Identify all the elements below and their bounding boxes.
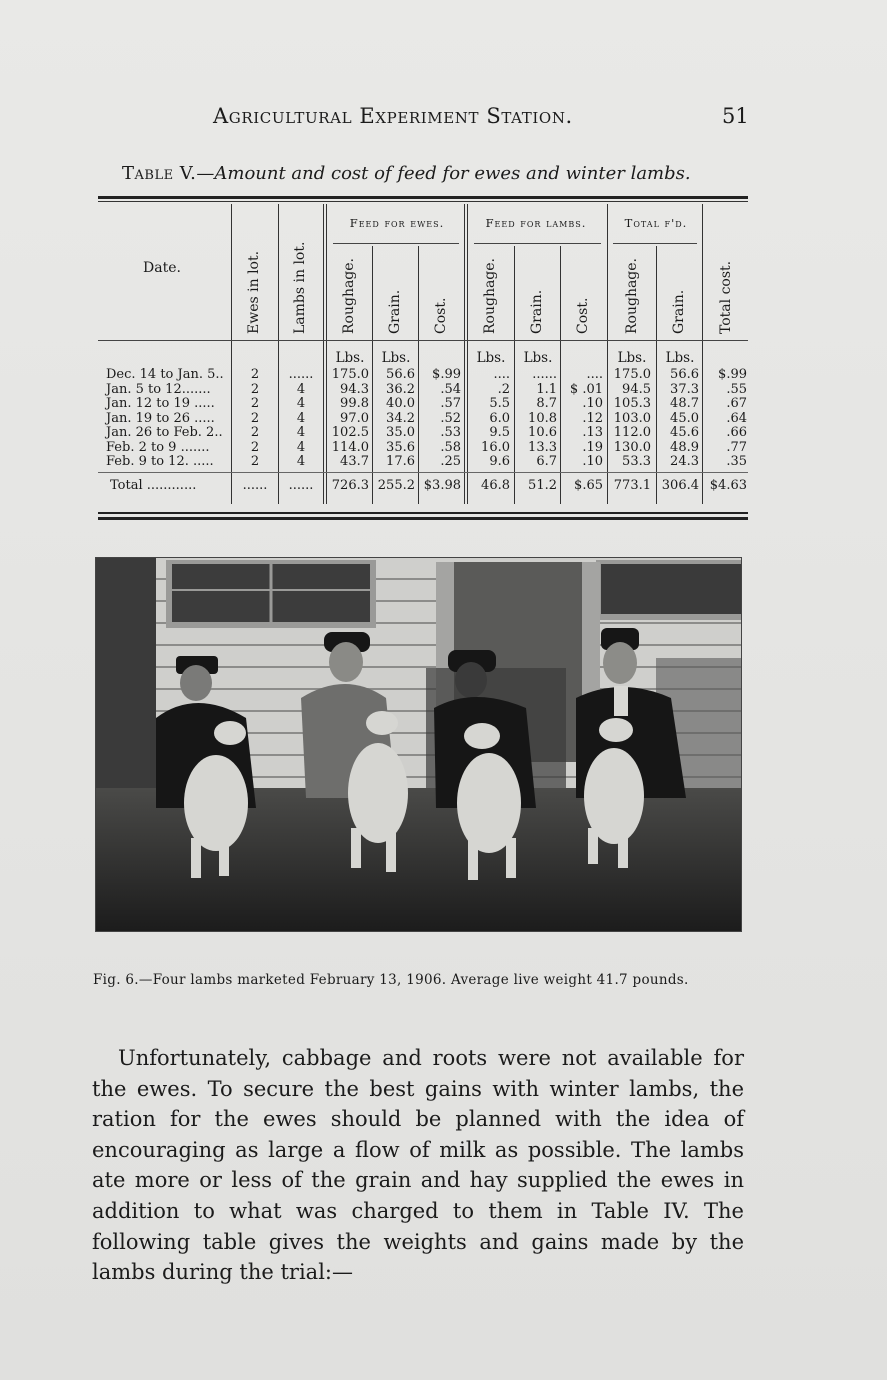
cell-ewes: 2 — [250, 396, 260, 411]
cell-tg: 48.9 — [670, 439, 699, 455]
table-row — [98, 441, 748, 455]
cell-eg: 35.6 — [386, 439, 415, 455]
cell-ec: .52 — [440, 410, 461, 426]
total-lamb-grain: 51.2 — [528, 478, 557, 493]
group-rule — [333, 243, 459, 244]
unit-label: Lbs. — [335, 350, 365, 366]
table-row — [98, 426, 748, 440]
col-lamb-grain-header: Grain. — [529, 289, 545, 334]
total-grain: 306.4 — [661, 478, 699, 493]
cell-tc: .64 — [726, 410, 747, 426]
cell-lc: .10 — [582, 396, 603, 411]
cell-eg: 36.2 — [386, 381, 415, 397]
cell-lr: .... — [493, 367, 510, 382]
cell-lc: $ .01 — [569, 381, 603, 397]
cell-tg: 37.3 — [670, 381, 699, 397]
table-bottom-rule — [98, 512, 748, 514]
header-title: Agricultural Experiment Station. — [213, 104, 573, 128]
cell-tc: .67 — [726, 396, 747, 411]
cell-eg: 40.0 — [386, 396, 415, 411]
cell-tc: $.99 — [718, 367, 747, 382]
cell-date: Jan. 26 to Feb. 2.. — [106, 425, 223, 440]
cell-lambs: 4 — [296, 425, 306, 440]
table-row — [98, 397, 748, 411]
cell-lg: 10.6 — [528, 425, 557, 440]
cell-eg: 56.6 — [386, 367, 415, 382]
unit-label: Lbs. — [617, 350, 647, 366]
cell-date: Jan. 5 to 12....... — [106, 381, 211, 397]
cell-er: 94.3 — [340, 381, 369, 397]
col-ewes-header: Ewes in lot. — [246, 250, 262, 334]
cell-ewes: 2 — [250, 410, 260, 426]
cell-lg: 8.7 — [536, 396, 557, 411]
unit-label: Lbs. — [381, 350, 411, 366]
cell-lambs: 4 — [296, 410, 306, 426]
cell-lg: 1.1 — [536, 381, 557, 397]
table-label: Table V. — [122, 163, 197, 184]
cell-lambs: 4 — [296, 396, 306, 411]
cell-lr: 5.5 — [489, 396, 510, 411]
table-bottom-rule-thick — [98, 517, 748, 520]
figure-caption: Fig. 6.—Four lambs marketed February 13, 1906. Average live weight 41.7 pounds. — [93, 972, 689, 988]
cell-ewes: 2 — [250, 381, 260, 397]
group-rule — [613, 243, 697, 244]
table-top-rule — [98, 196, 748, 199]
total-rule — [98, 472, 748, 473]
cell-er: 43.7 — [340, 454, 369, 469]
total-lamb-roughage: 46.8 — [481, 478, 510, 493]
group-feed-lambs: Feed for lambs. — [485, 216, 587, 230]
unit-label: Lbs. — [476, 350, 506, 366]
cell-tc: .35 — [726, 454, 747, 469]
cell-lambs: 4 — [296, 454, 306, 469]
col-ewe-roughage-header: Roughage. — [341, 257, 357, 334]
total-lamb-cost: $.65 — [574, 478, 603, 493]
cell-lg: 13.3 — [528, 439, 557, 455]
total-ewes: ...... — [242, 478, 268, 493]
cell-tg: 45.6 — [670, 425, 699, 440]
total-roughage: 773.1 — [613, 478, 651, 493]
cell-lr: 9.5 — [489, 425, 510, 440]
cell-ec: .57 — [440, 396, 461, 411]
cell-tg: 56.6 — [670, 367, 699, 382]
table-caption — [122, 163, 691, 184]
cell-date: Feb. 2 to 9 ....... — [106, 439, 210, 455]
col-ewe-cost-header: Cost. — [433, 297, 449, 334]
cell-eg: 17.6 — [386, 454, 415, 469]
cell-ec: .58 — [440, 439, 461, 455]
page-number: 51 — [722, 104, 749, 128]
cell-lg: 6.7 — [536, 454, 557, 469]
cell-ewes: 2 — [250, 367, 260, 382]
col-lamb-roughage-header: Roughage. — [482, 257, 498, 334]
cell-tr: 130.0 — [613, 439, 651, 455]
paragraph-text: Unfortunately, cabbage and roots were not available for the ewes. To secure the best gains with winter lambs, the ration for the ewes should be planned with the idea of encouraging as large a flow of milk as possible. The lambs ate more or less of the grain and hay supplied the ewes in addition to what was charged to them in Table IV. The following table gives the weights and gains made by the lambs during the trial:— — [92, 1046, 744, 1285]
total-ewe-cost: $3.98 — [423, 478, 461, 493]
cell-ewes: 2 — [250, 454, 260, 469]
cell-lr: 6.0 — [489, 410, 510, 426]
cell-date: Jan. 12 to 19 ..... — [106, 396, 215, 411]
table-top-rule-thin — [98, 201, 748, 202]
cell-lr: .2 — [497, 381, 510, 397]
total-label: Total ............ — [110, 478, 197, 493]
cell-ec: $.99 — [432, 367, 461, 382]
cell-eg: 35.0 — [386, 425, 415, 440]
total-ewe-grain: 255.2 — [377, 478, 415, 493]
cell-ewes: 2 — [250, 439, 260, 455]
cell-tr: 103.0 — [613, 410, 651, 426]
unit-label: Lbs. — [665, 350, 695, 366]
cell-lambs: 4 — [296, 439, 306, 455]
col-total-cost-header: Total cost. — [718, 260, 734, 334]
cell-er: 175.0 — [331, 367, 369, 382]
cell-tg: 45.0 — [670, 410, 699, 426]
cell-lambs: 4 — [296, 381, 306, 397]
body-paragraph — [92, 1043, 744, 1288]
total-lambs: ...... — [288, 478, 314, 493]
cell-tc: .77 — [726, 439, 747, 455]
cell-tc: .66 — [726, 425, 747, 440]
header-bottom-rule — [98, 340, 748, 341]
cell-tg: 24.3 — [670, 454, 699, 469]
cell-ec: .53 — [440, 425, 461, 440]
col-date-header: Date. — [143, 260, 181, 276]
cell-lc: .13 — [582, 425, 603, 440]
col-total-grain-header: Grain. — [671, 289, 687, 334]
group-rule — [474, 243, 601, 244]
lambs-photograph — [95, 557, 742, 932]
table-title: —Amount and cost of feed for ewes and winter lambs. — [196, 163, 691, 184]
cell-date: Feb. 9 to 12. ..... — [106, 454, 214, 469]
total-row — [98, 478, 748, 494]
cell-ewes: 2 — [250, 425, 260, 440]
cell-tr: 175.0 — [613, 367, 651, 382]
col-lamb-cost-header: Cost. — [575, 297, 591, 334]
cell-lg: 10.8 — [528, 410, 557, 426]
cell-tr: 94.5 — [622, 381, 651, 397]
table-row — [98, 412, 748, 426]
cell-er: 102.5 — [331, 425, 369, 440]
cell-lambs: ...... — [288, 367, 314, 382]
group-total-feed: Total f'd. — [624, 216, 688, 230]
cell-ec: .54 — [440, 381, 461, 397]
cell-lc: .19 — [582, 439, 603, 455]
total-cost: $4.63 — [709, 478, 747, 493]
col-total-roughage-header: Roughage. — [624, 257, 640, 334]
cell-lg: ...... — [532, 367, 557, 382]
table-row — [98, 368, 748, 382]
cell-tr: 105.3 — [613, 396, 651, 411]
cell-lc: .... — [586, 367, 603, 382]
cell-lc: .10 — [582, 454, 603, 469]
col-ewe-grain-header: Grain. — [387, 289, 403, 334]
cell-er: 114.0 — [331, 439, 369, 455]
unit-label: Lbs. — [523, 350, 553, 366]
col-lambs-header: Lambs in lot. — [292, 241, 308, 334]
running-header — [0, 104, 887, 132]
cell-lr: 9.6 — [489, 454, 510, 469]
group-feed-ewes: Feed for ewes. — [349, 216, 445, 230]
table-row — [98, 383, 748, 397]
cell-ec: .25 — [440, 454, 461, 469]
feed-table — [98, 196, 748, 521]
cell-lr: 16.0 — [481, 439, 510, 455]
cell-tr: 112.0 — [613, 425, 651, 440]
cell-tg: 48.7 — [670, 396, 699, 411]
cell-tc: .55 — [726, 381, 747, 397]
cell-date: Dec. 14 to Jan. 5.. — [106, 367, 224, 382]
cell-lc: .12 — [582, 410, 603, 426]
cell-er: 97.0 — [340, 410, 369, 426]
cell-date: Jan. 19 to 26 ..... — [106, 410, 215, 426]
table-row — [98, 455, 748, 469]
total-ewe-roughage: 726.3 — [331, 478, 369, 493]
cell-tr: 53.3 — [622, 454, 651, 469]
cell-er: 99.8 — [340, 396, 369, 411]
cell-eg: 34.2 — [386, 410, 415, 426]
